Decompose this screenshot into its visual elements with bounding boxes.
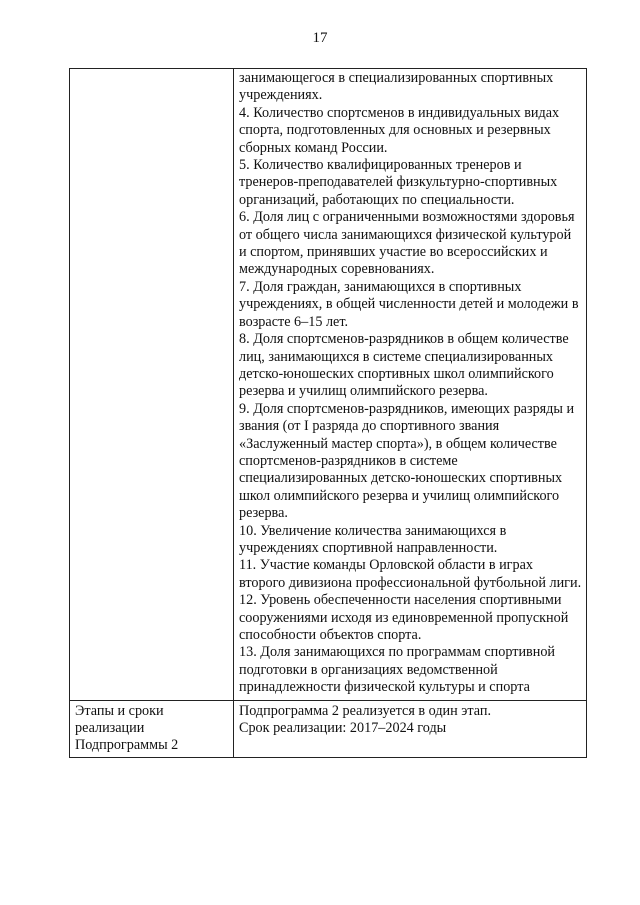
- table-cell-left-empty: [70, 69, 234, 701]
- indicator-item: 4. Количество спортсменов в индивидуальных видах спорта, подготовленных для основных и резервных сборных команд России.: [239, 104, 560, 156]
- table-row-indicators: [70, 69, 587, 701]
- indicator-item: 5. Количество квалифицированных тренеров и тренеров-преподавателей физкультурно-спортивных организаций, работающих по специальности.: [239, 157, 558, 208]
- period-text: Срок реализации: 2017–2024 годы: [239, 720, 447, 737]
- indicator-item: занимающегося в специализированных спортивных учреждениях.: [239, 70, 554, 104]
- page-number: 17: [312, 30, 328, 46]
- table-row-stages: [70, 700, 587, 757]
- table-cell-indicators-list: [234, 69, 587, 701]
- table-cell-stages-label: Этапы и сроки реализации Подпрограммы 2: [70, 700, 234, 757]
- indicator-item: 6. Доля лиц с ограниченными возможностями здоровья от общего числа занимающихся физической культурой и спортом, принявших участие во всероссийских и международных соревнованиях.: [239, 209, 575, 278]
- indicator-item: 11. Участие команды Орловской области в играх второго дивизиона профессиональной футбольной лиги.: [239, 557, 582, 591]
- indicator-item: 13. Доля занимающихся по программам спортивной подготовки в организациях ведомственной принадлежности физической культуры и спорта: [239, 644, 556, 696]
- passport-table: [69, 68, 587, 758]
- table-cell-stages-value: [234, 700, 587, 757]
- indicator-item: 12. Уровень обеспеченности населения спортивными сооружениями исходя из единовременной пропускной способности объектов спорта.: [239, 592, 569, 643]
- indicator-item: 9. Доля спортсменов-разрядников, имеющих разряды и звания (от I разряда до спортивного звания «Заслуженный мастер спорта»), в общем количестве спортсменов-разрядников в системе специализированных детско-юношеских спортивных школ олимпийского резерва и училищ олимпийского резерва.: [239, 400, 575, 522]
- indicator-item: 7. Доля граждан, занимающихся в спортивных учреждениях, в общей численности детей и молодежи в возрасте 6–15 лет.: [239, 278, 579, 330]
- indicator-item: 10. Увеличение количества занимающихся в учреждениях спортивной направленности.: [239, 522, 507, 556]
- indicator-item: 8. Доля спортсменов-разрядников в общем количестве лиц, занимающихся в системе специализированных детско-юношеских спортивных школ олимпийского резерва и училищ олимпийского резерва.: [239, 331, 569, 400]
- stages-text: Подпрограмма 2 реализуется в один этап.: [239, 702, 491, 719]
